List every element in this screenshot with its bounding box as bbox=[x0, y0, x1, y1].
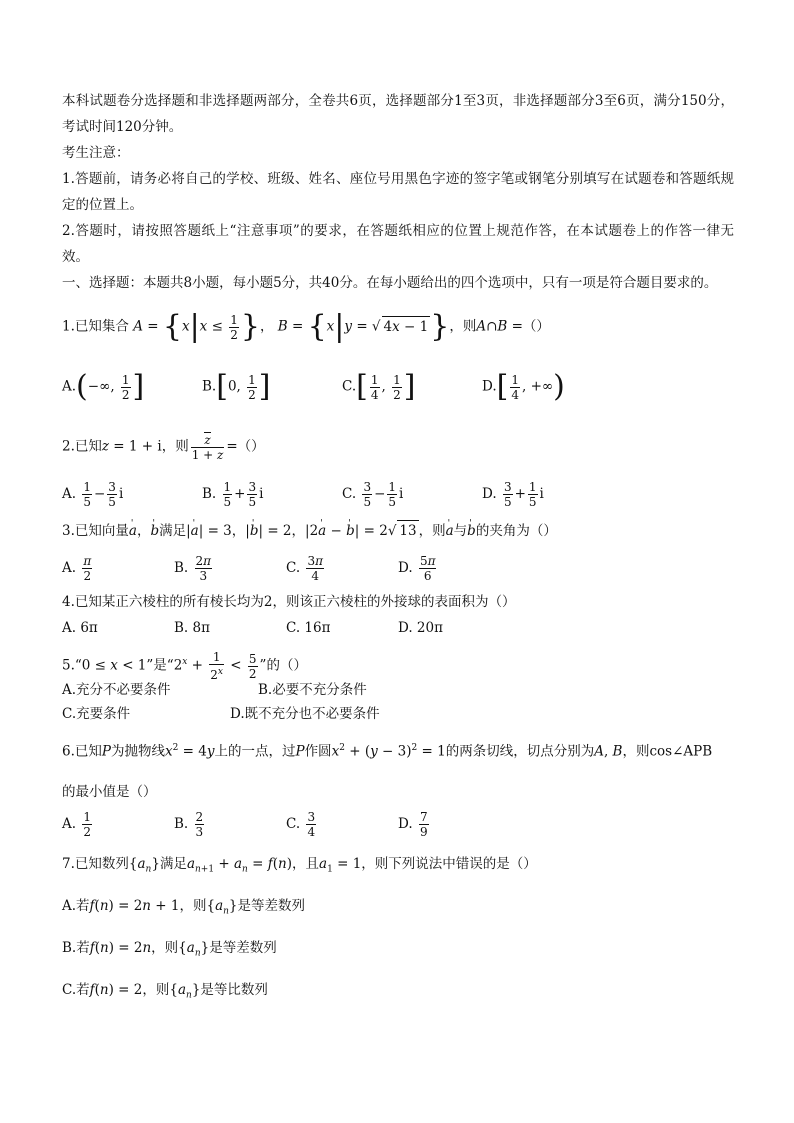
q4-option-d[interactable]: D. 20π bbox=[398, 620, 443, 636]
q3-option-a[interactable]: A. $\frac{\pi}{2}$ bbox=[62, 554, 92, 583]
question-2 bbox=[62, 418, 734, 474]
q7-option-c-row bbox=[62, 976, 734, 1018]
question-6-stem-line2: 的最小值是（） bbox=[62, 784, 157, 800]
q4-option-c[interactable]: C. 16π bbox=[286, 620, 331, 636]
q2-option-a[interactable]: A. $\frac{1}{5}$ − $\frac{3}{5}$ i bbox=[62, 480, 124, 509]
question-5-options-row1 bbox=[62, 678, 734, 702]
notice-item-1: 1.答题前，请务必将自己的学校、班级、姓名、座位号用黑色字迹的签字笔或钢笔分别填写在试题卷和答题纸规定的位置上。 bbox=[62, 171, 734, 213]
question-1 bbox=[62, 296, 734, 364]
question-5-stem: 5.“0 ≤ x < 1”是“$2^x$ + $\frac{1}{2^x}$ < $\frac{5}{2}$ ”的（） bbox=[62, 650, 307, 682]
question-6-options bbox=[62, 804, 734, 850]
q5-option-c[interactable]: C.充要条件 bbox=[62, 706, 131, 722]
q3-option-b[interactable]: B. $\frac{2\pi}{3}$ bbox=[174, 554, 212, 583]
question-7 bbox=[62, 850, 734, 892]
q1-option-b[interactable]: B.[0, $\frac{1}{2}$ ] bbox=[202, 369, 271, 404]
q5-option-a[interactable]: A.充分不必要条件 bbox=[62, 682, 171, 698]
question-5-options-row2 bbox=[62, 702, 734, 728]
q7-option-a[interactable]: A.若f(n) = 2n + 1，则$\{a_n\}$是等差数列 bbox=[62, 898, 306, 917]
q3-option-d[interactable]: D. $\frac{5\pi}{6}$ bbox=[398, 554, 436, 583]
question-1-stem: 1.已知集合 A = {x|x ≤ $\frac{1}{2}$ }， B = {x|y = √ 4x − 1}，则A∩B =（） bbox=[62, 309, 550, 344]
q2-option-c[interactable]: C. $\frac{3}{5}$ − $\frac{1}{5}$ i bbox=[342, 480, 404, 509]
question-6-stem-line1: 6.已知P为抛物线$x^2 = 4y$上的一点，过P作圆$x^2 + (y - 3)^2 = 1$的两条切线，切点分别为A, B，则cos∠APB bbox=[62, 743, 713, 760]
q5-option-d[interactable]: D.既不充分也不必要条件 bbox=[230, 706, 380, 722]
question-2-options bbox=[62, 474, 734, 514]
question-3-options bbox=[62, 548, 734, 590]
q7-option-b[interactable]: B.若f(n) = 2n，则$\{a_n\}$是等差数列 bbox=[62, 940, 277, 959]
q6-option-b[interactable]: B. $\frac{2}{3}$ bbox=[174, 810, 204, 839]
q5-option-b[interactable]: B.必要不充分条件 bbox=[258, 682, 367, 698]
question-1-options bbox=[62, 364, 734, 418]
q7-option-b-row bbox=[62, 934, 734, 976]
section-heading: 一、选择题：本题共8小题，每小题5分，共40分。在每小题给出的四个选项中，只有一项是符合题目要求的。 bbox=[62, 275, 718, 291]
exam-page bbox=[62, 88, 734, 1018]
q4-option-b[interactable]: B. 8π bbox=[174, 620, 210, 636]
question-4-stem: 4.已知某正六棱柱的所有棱长均为2，则该正六棱柱的外接球的表面积为（） bbox=[62, 594, 516, 610]
q1-option-d[interactable]: D.[ $\frac{1}{4}$ , +∞) bbox=[482, 369, 565, 404]
question-4 bbox=[62, 590, 734, 616]
question-7-stem: 7.已知数列$\{a_n\}$满足$a_{n+1} + a_n = f(n)$，且$a_1 = 1$，则下列说法中错误的是（） bbox=[62, 856, 537, 875]
notice-title: 考生注意： bbox=[62, 145, 130, 161]
q2-option-d[interactable]: D. $\frac{3}{5}$ + $\frac{1}{5}$ i bbox=[482, 480, 544, 509]
question-3-stem: 3.已知向量' a，' b满足|' a| = 3，|' b| = 2，|2' a − ' b| = 2√ 13 ，则' a与' b的夹角为（） bbox=[62, 520, 557, 541]
q6-option-c[interactable]: C. $\frac{3}{4}$ bbox=[286, 810, 316, 839]
q6-option-d[interactable]: D. $\frac{7}{9}$ bbox=[398, 810, 428, 839]
q4-option-a[interactable]: A. 6π bbox=[62, 620, 98, 636]
question-2-stem: 2.已知z = 1 + i，则 $\frac{z}{1 + z}$ =（） bbox=[62, 433, 265, 462]
question-4-options bbox=[62, 616, 734, 642]
question-5 bbox=[62, 642, 734, 682]
q1-option-c[interactable]: C.[ $\frac{1}{4}$ , $\frac{1}{2}$ ] bbox=[342, 369, 416, 404]
notice-item-2: 2.答题时，请按照答题纸上“注意事项”的要求，在答题纸相应的位置上规范作答，在本试题卷上的作答一律无效。 bbox=[62, 223, 734, 265]
q2-option-b[interactable]: B. $\frac{1}{5}$ + $\frac{3}{5}$ i bbox=[202, 480, 264, 509]
q7-option-c[interactable]: C.若f(n) = 2，则$\{a_n\}$是等比数列 bbox=[62, 982, 268, 1001]
intro-paragraph: 本科试题卷分选择题和非选择题两部分，全卷共6页，选择题部分1至3页，非选择题部分3至6页，满分150分，考试时间120分钟。 bbox=[62, 93, 734, 135]
q1-option-a[interactable]: A.(−∞, $\frac{1}{2}$ ] bbox=[62, 369, 145, 404]
question-6-line2 bbox=[62, 782, 734, 804]
q6-option-a[interactable]: A. $\frac{1}{2}$ bbox=[62, 810, 91, 839]
question-3 bbox=[62, 514, 734, 548]
q3-option-c[interactable]: C. $\frac{3\pi}{4}$ bbox=[286, 554, 323, 583]
q7-option-a-row bbox=[62, 892, 734, 934]
question-6 bbox=[62, 728, 734, 782]
